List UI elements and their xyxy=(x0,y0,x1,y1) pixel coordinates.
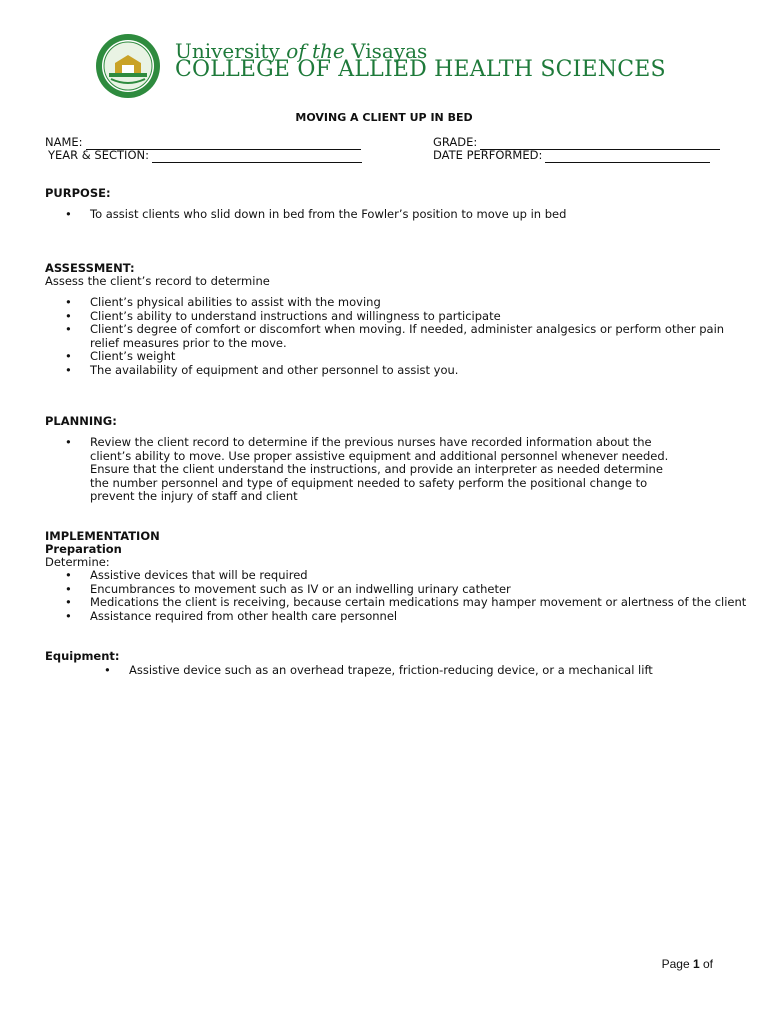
year-section-field: YEAR & SECTION: xyxy=(48,149,362,163)
page-footer: Page 1 of xyxy=(661,957,713,971)
list-item: • Client’s physical abilities to assist with the moving xyxy=(45,296,750,310)
year-section-line xyxy=(152,151,362,163)
implementation-intro: Determine: xyxy=(45,555,110,569)
equipment-list xyxy=(84,664,744,678)
assessment-list xyxy=(45,296,750,377)
college-name: COLLEGE OF ALLIED HEALTH SCIENCES xyxy=(175,57,666,82)
planning-heading: PLANNING: xyxy=(45,414,117,428)
list-item: • Client’s weight xyxy=(45,350,750,364)
implementation-heading: IMPLEMENTATION xyxy=(45,529,160,543)
list-item: • Review the client record to determine if the previous nurses have recorded information about the client’s ability to move. Use proper assistive equipment and additional personnel whenever needed. Ensure that the client understand the instructions, and provide an interpreter as needed determine the number personnel and type of equipment needed to safety perform the positional change to prevent the injury of staff and client xyxy=(45,436,675,504)
list-item: • Client’s degree of comfort or discomfort when moving. If needed, administer analgesics or perform other pain relief measures prior to the move. xyxy=(45,323,750,350)
list-item: • Assistance required from other health care personnel xyxy=(45,610,750,624)
assessment-intro: Assess the client’s record to determine xyxy=(45,274,270,288)
university-name: University of the Visayas xyxy=(175,39,428,63)
list-item: • Medications the client is receiving, because certain medications may hamper movement or alertness of the client xyxy=(45,596,750,610)
grade-field: GRADE: xyxy=(433,136,720,150)
preparation-subheading: Preparation xyxy=(45,542,122,556)
date-performed-line xyxy=(545,151,710,163)
document-title: MOVING A CLIENT UP IN BED xyxy=(295,111,473,124)
list-item: • To assist clients who slid down in bed from the Fowler’s position to move up in bed xyxy=(45,208,745,222)
list-item: • The availability of equipment and other personnel to assist you. xyxy=(45,364,750,378)
date-performed-field: DATE PERFORMED: xyxy=(433,149,710,163)
document-header xyxy=(95,33,695,99)
list-item: • Encumbrances to movement such as IV or an indwelling urinary catheter xyxy=(45,583,750,597)
purpose-list xyxy=(45,208,745,222)
list-item: • Client’s ability to understand instructions and willingness to participate xyxy=(45,310,750,324)
university-seal-icon xyxy=(95,33,161,99)
planning-list xyxy=(45,436,675,504)
equipment-heading: Equipment: xyxy=(45,649,120,663)
purpose-heading: PURPOSE: xyxy=(45,186,111,200)
name-field: NAME: xyxy=(45,136,361,150)
list-item: • Assistive devices that will be required xyxy=(45,569,750,583)
assessment-heading: ASSESSMENT: xyxy=(45,261,135,275)
list-item: • Assistive device such as an overhead trapeze, friction-reducing device, or a mechanical lift xyxy=(84,664,744,678)
page-number: 1 xyxy=(692,957,700,971)
implementation-list xyxy=(45,569,750,623)
